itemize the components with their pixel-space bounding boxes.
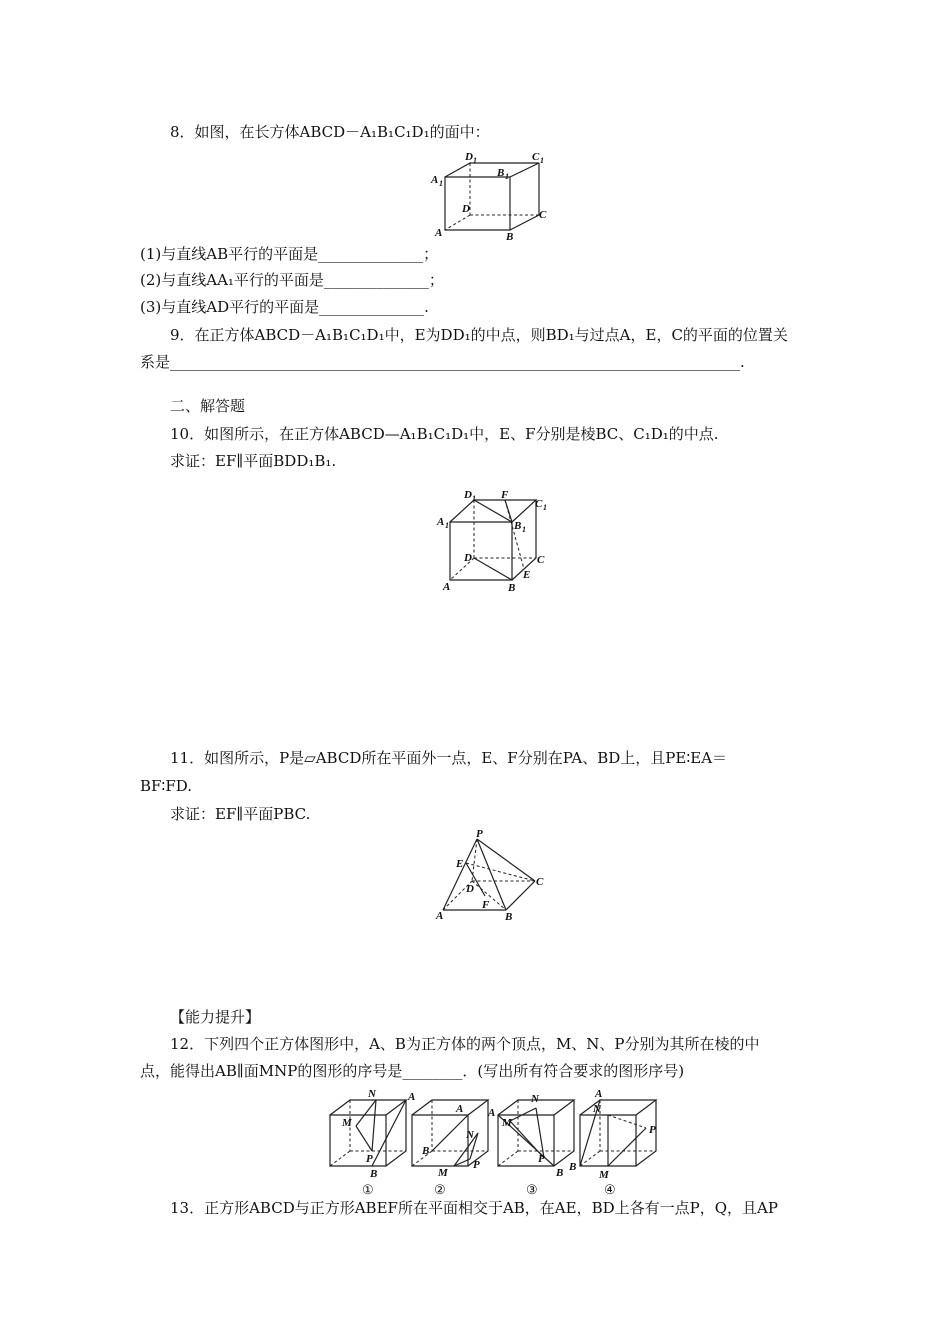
q12-c3-label-B: B — [556, 1167, 564, 1179]
q8-part2: (2)与直线AA₁平行的平面是______________； — [140, 271, 444, 289]
q10-label-B1: B — [514, 520, 522, 532]
q12-c2-label-N: N — [466, 1129, 474, 1141]
q12-cube-4 — [568, 1088, 656, 1197]
q12-cubes-figure — [320, 1088, 665, 1200]
q10-label-D1-sub: 1 — [472, 494, 476, 503]
q8-label-B1-sub: 1 — [505, 172, 509, 181]
q12-c2-label-M: M — [438, 1167, 448, 1179]
q8-label-A1: A — [431, 174, 439, 186]
q10-label-C1-sub: 1 — [543, 503, 547, 512]
q12-c4-label-A: A — [595, 1088, 603, 1100]
q11-prove: 求证：EF∥平面PBC. — [170, 805, 311, 823]
q12-cube-2 — [412, 1100, 488, 1197]
q10-label-B1-sub: 1 — [522, 525, 526, 534]
q12-c4-label-P: P — [649, 1124, 656, 1136]
q12-c4-label-M: M — [599, 1169, 609, 1181]
q8-stem: 8．如图，在长方体ABCD－A₁B₁C₁D₁的面中： — [170, 123, 490, 141]
q13-line1: 13．正方形ABCD与正方形ABEF所在平面相交于AB，在AE，BD上各有一点P，Q，且AP — [170, 1199, 778, 1217]
q12-c3-label-N: N — [531, 1093, 539, 1105]
q12-c4-label-N: N — [593, 1103, 601, 1115]
q11-label-F: F — [482, 899, 490, 911]
q12-figure-number-3: ③ — [526, 1182, 538, 1197]
q10-label-D1: D — [464, 489, 472, 501]
q12-c1-label-A: A — [408, 1091, 416, 1103]
q11-label-D: D — [466, 883, 474, 895]
q11-label-B: B — [505, 911, 513, 923]
q11-label-P: P — [476, 830, 483, 840]
q12-cube-1 — [330, 1088, 415, 1197]
q8-label-B: B — [506, 231, 514, 240]
q10-label-D: D — [464, 552, 472, 564]
q12-line1: 12．下列四个正方体图形中，A、B为正方体的两个顶点，M、N、P分别为其所在棱的中 — [170, 1035, 760, 1053]
ability-title: 【能力提升】 — [170, 1008, 261, 1026]
q10-cube-figure — [430, 485, 560, 595]
q12-c3-label-P: P — [538, 1153, 545, 1165]
q12-c4-label-B: B — [569, 1161, 577, 1173]
q8-label-B1: B — [497, 167, 505, 179]
q11-label-C: C — [536, 876, 544, 888]
q10-label-A: A — [443, 581, 451, 593]
q12-c2-label-A: A — [456, 1103, 464, 1115]
q12-c1-label-M: M — [342, 1117, 352, 1129]
q10-label-C1: C — [535, 498, 543, 510]
q9-line2: 系是____________________________________________________________________________. — [140, 353, 745, 371]
q8-label-A: A — [435, 227, 443, 239]
q12-c1-label-P: P — [366, 1153, 373, 1165]
q10-label-A1: A — [437, 516, 445, 528]
q12-c3-label-A: A — [488, 1107, 496, 1119]
q8-label-D: D — [462, 203, 470, 215]
q8-label-D1: D — [465, 151, 473, 163]
q10-stem: 10．如图所示，在正方体ABCD—A₁B₁C₁D₁中，E、F分别是棱BC、C₁D₁的中点. — [170, 425, 719, 443]
q10-label-A1-sub: 1 — [445, 521, 449, 530]
q12-figure-number-1: ① — [362, 1182, 374, 1197]
q12-c1-label-B: B — [370, 1168, 378, 1180]
q10-label-F: F — [501, 489, 509, 501]
q12-figure-number-4: ④ — [604, 1182, 616, 1197]
q10-label-B: B — [508, 582, 516, 594]
q11-line2: BF∶FD. — [140, 777, 193, 795]
q12-c3-label-M: M — [502, 1117, 512, 1129]
q8-label-C1-sub: 1 — [540, 156, 544, 165]
q11-line1: 11．如图所示，P是▱ABCD所在平面外一点，E、F分别在PA、BD上，且PE∶EA＝ — [170, 749, 728, 767]
q10-label-C: C — [537, 554, 545, 566]
q10-prove: 求证：EF∥平面BDD₁B₁. — [170, 452, 337, 470]
q9-line1: 9．在正方体ABCD－A₁B₁C₁D₁中，E为DD₁的中点，则BD₁与过点A，E，C的平面的位置关 — [170, 326, 788, 344]
q12-c1-label-N: N — [368, 1088, 376, 1100]
q11-label-E: E — [456, 858, 464, 870]
q12-c2-label-B: B — [422, 1145, 430, 1157]
q12-cube-3 — [487, 1093, 577, 1197]
q8-part3: (3)与直线AD平行的平面是______________. — [140, 298, 429, 316]
q8-part1: (1)与直线AB平行的平面是______________； — [140, 245, 439, 263]
q12-c2-label-P: P — [473, 1159, 480, 1171]
q8-label-A1-sub: 1 — [439, 179, 443, 188]
q8-label-D1-sub: 1 — [473, 156, 477, 165]
q11-label-A: A — [436, 910, 444, 922]
section2-title: 二、解答题 — [170, 397, 246, 415]
q8-cuboid-figure — [425, 150, 555, 240]
q10-label-E: E — [523, 569, 531, 581]
q12-line2: 点，能得出AB∥面MNP的图形的序号是________．(写出所有符合要求的图形序号) — [140, 1062, 685, 1080]
q8-label-C1: C — [532, 151, 540, 163]
q8-label-C: C — [539, 209, 547, 221]
q12-figure-number-2: ② — [434, 1182, 446, 1197]
q11-pyramid-figure — [430, 830, 555, 925]
